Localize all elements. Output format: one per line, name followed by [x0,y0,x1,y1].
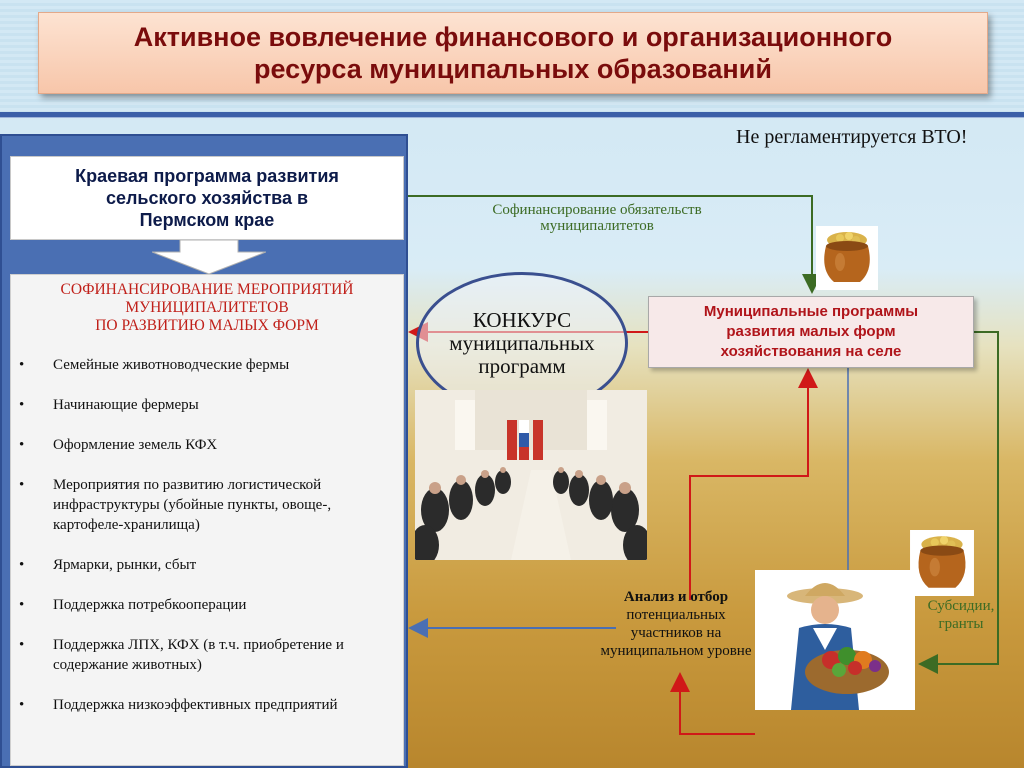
cofinancing-label: Софинансирование обязательств муниципалитетов [492,202,702,234]
program-line-2: сельского хозяйства в [105,188,309,208]
money-pot-icon [910,530,974,596]
municipal-programs-box [648,296,974,368]
contest-line-2: муниципальных [449,330,595,355]
list-item: • Семейные животноводческие фермы [11,355,395,375]
vto-note: Не регламентируется ВТО! [736,126,968,148]
muni-line-1: Муниципальные программы [703,303,919,320]
list-item: • Оформление земель КФХ [11,435,395,455]
list-item: • Начинающие фермеры [11,395,395,415]
contest-line-3: программ [478,353,566,378]
money-pot-icon [816,226,878,290]
analysis-label: Анализ и отбор потенциальных участников на муниципальном уровне [600,589,752,659]
program-line-3: Пермском крае [139,210,275,230]
list-item: • Поддержка потребкооперации [11,595,395,615]
title-line-2: ресурса муниципальных образований [254,54,772,84]
muni-line-3: хозяйствования на селе [720,343,902,360]
farmer-return-arrow [680,676,755,734]
farmer-photo [755,570,915,710]
analysis-to-muni-arrow [690,372,808,600]
list-item: • Мероприятия по развитию логистической инфраструктуры (убойные пункты, овоще-, картофеле-хранилища) [11,475,395,535]
measures-heading: СОФИНАНСИРОВАНИЕ МЕРОПРИЯТИЙ МУНИЦИПАЛИТЕТОВ ПО РАЗВИТИЮ МАЛЫХ ФОРМ [60,281,354,334]
list-item: • Поддержка низкоэффективных предприятий [11,695,395,715]
contest-line-1: КОНКУРС [472,307,572,332]
list-item: • Поддержка ЛПХ, КФХ (в т.ч. приобретение и содержание животных) [11,635,395,675]
program-line-1: Краевая программа развития [75,166,339,186]
subsidies-label: Субсидии, гранты [927,598,995,632]
muni-line-2: развития малых форм [726,323,896,340]
meeting-photo [415,390,647,560]
title-line-1: Активное вовлечение финансового и организационного [133,22,893,52]
list-item: • Ярмарки, рынки, сбыт [11,555,395,575]
